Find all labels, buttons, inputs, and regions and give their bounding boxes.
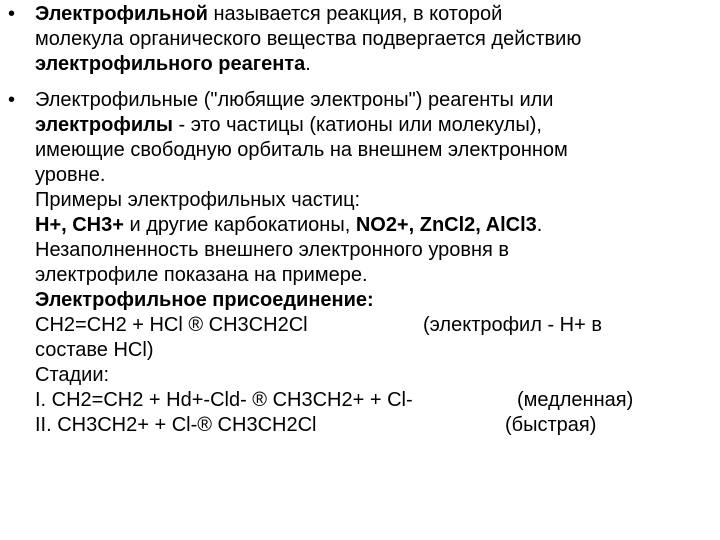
text-line: составе HCl) <box>35 339 154 361</box>
text-line: уровне. <box>35 164 106 186</box>
text-line: имеющие свободную орбиталь на внешнем электронном <box>35 139 568 161</box>
example-cations: H+, CH3+ <box>35 214 124 236</box>
example-lewis-acids: NO2+, ZnCl2, AlCl3 <box>355 214 537 236</box>
text-line: Электрофильные ("любящие электроны") реагенты или <box>35 89 554 111</box>
text-line <box>35 288 715 313</box>
term-electrophilic: Электрофильной <box>35 3 208 25</box>
stage-line: II. CH3CH2+ + Cl-® CH3CH2Cl (быстрая) <box>35 414 597 436</box>
electrophiles-text <box>35 88 715 438</box>
bullet-icon: • <box>8 3 16 25</box>
bullet-icon: • <box>8 89 16 111</box>
text-line: электрофильного реагента. <box>35 53 311 75</box>
section-heading-addition: Электрофильное присоединение: <box>35 289 374 311</box>
text-line: Стадии: <box>35 364 110 386</box>
definition-text <box>35 2 715 77</box>
stage-line: I. CH2=CH2 + Hd+-Cld- ® CH3CH2+ + Cl- (медленная) <box>35 389 634 411</box>
text-line: H+, CH3+ и другие карбокатионы, NO2+, ZnCl2, AlCl3. <box>35 214 543 236</box>
text-line: электрофиле показана на примере. <box>35 264 368 286</box>
equation-line: CH2=CH2 + HCl ® CH3CH2Cl (электрофил - H+ в <box>35 314 602 336</box>
text-line: Незаполненность внешнего электронного уровня в <box>35 239 510 261</box>
text-line: электрофилы - это частицы (катионы или молекулы), <box>35 114 542 136</box>
text-line: Электрофильной называется реакция, в которой <box>35 3 503 25</box>
term-reagent: электрофильного реагента <box>35 53 306 75</box>
term-electrophiles: электрофилы <box>35 114 173 136</box>
text-line: Примеры электрофильных частиц: <box>35 189 361 211</box>
text-line: молекула органического вещества подвергается действию <box>35 28 582 50</box>
